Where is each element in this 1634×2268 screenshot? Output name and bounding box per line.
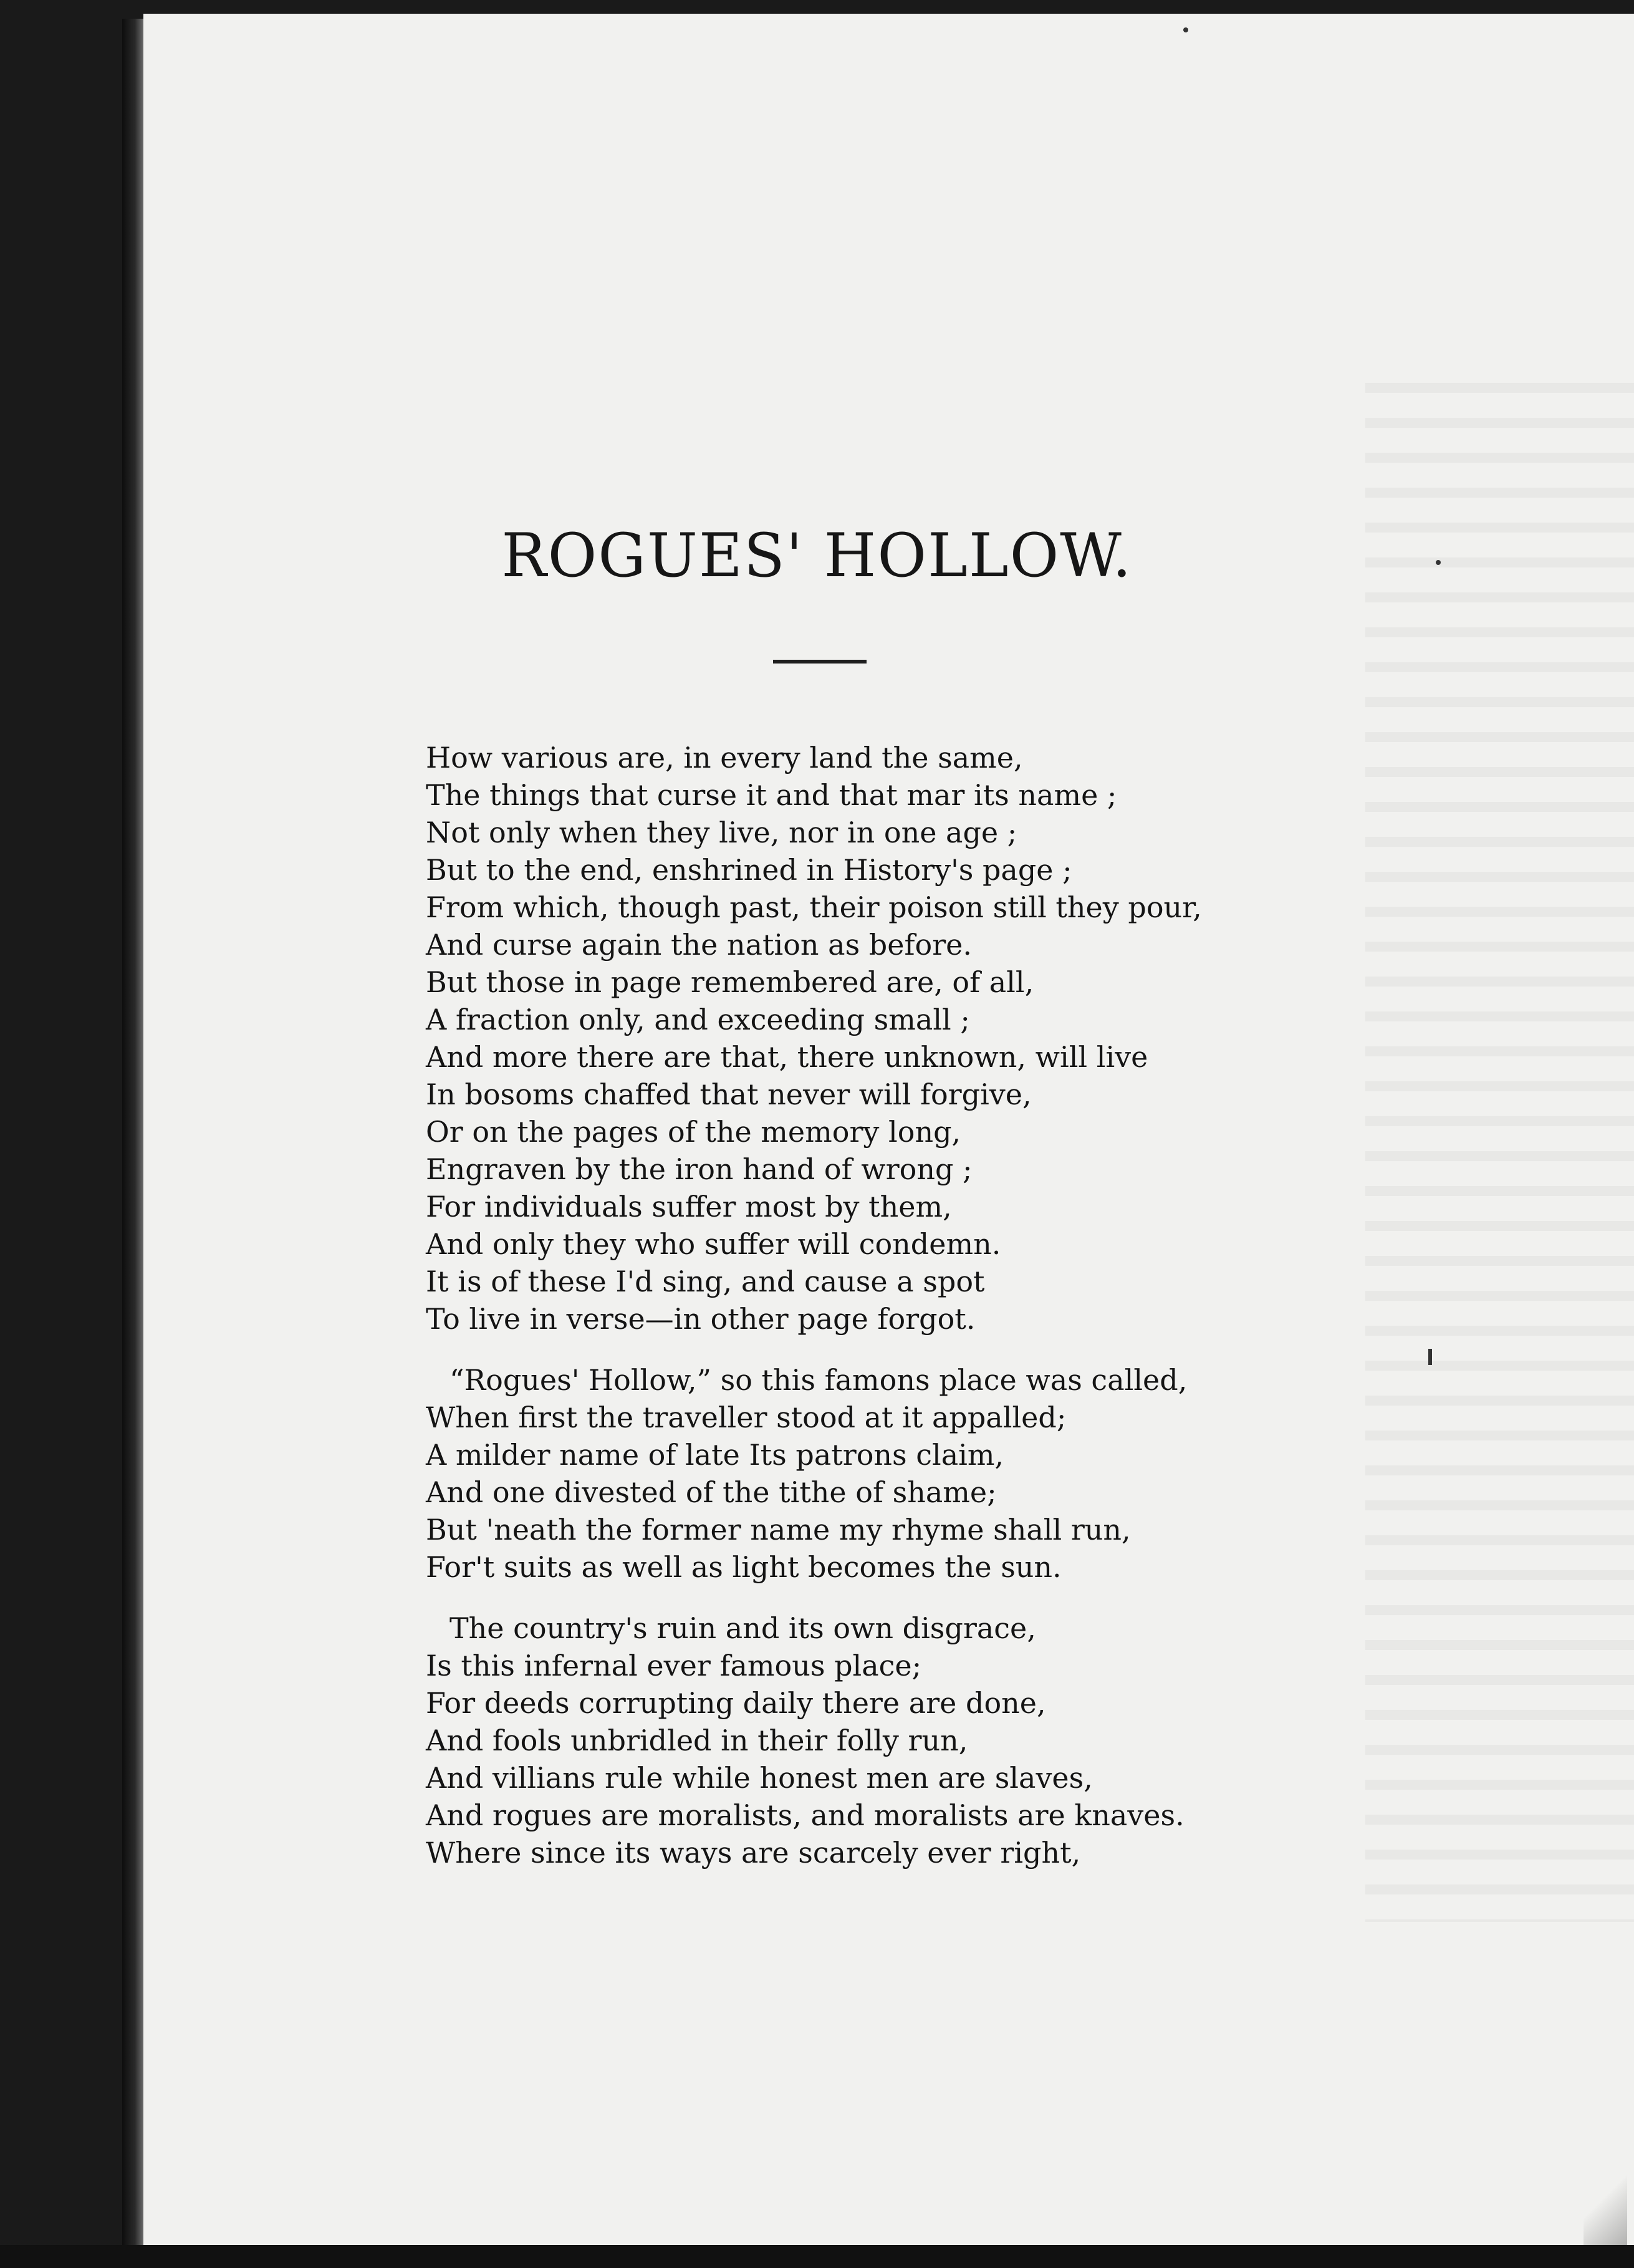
poem-line: It is of these I'd sing, and cause a spot [426, 1265, 985, 1298]
poem-line: And one divested of the tithe of shame; [426, 1475, 997, 1509]
stanza-1 [426, 739, 1361, 1338]
poem-line: For deeds corrupting daily there are done, [426, 1686, 1046, 1720]
poem-line: When first the traveller stood at it appalled; [426, 1401, 1067, 1434]
poem-line: Engraven by the iron hand of wrong ; [426, 1152, 973, 1186]
poem-line: How various are, in every land the same, [426, 741, 1023, 774]
poem-line: The country's ruin and its own disgrace, [449, 1611, 1036, 1645]
poem-line: The things that curse it and that mar its name ; [426, 778, 1117, 812]
speck-mark [1183, 27, 1188, 32]
poem-line: A fraction only, and exceeding small ; [426, 1003, 970, 1036]
poem-line: Where since its ways are scarcely ever right, [426, 1836, 1081, 1870]
poem-line: And curse again the nation as before. [426, 928, 973, 962]
poem-line: Not only when they live, nor in one age ; [426, 816, 1017, 849]
scan-border [0, 2245, 1634, 2268]
page-title: ROGUES' HOLLOW. [501, 521, 1133, 591]
poem-line: To live in verse—in other page forgot. [426, 1302, 976, 1336]
page-corner-wear [1584, 2170, 1627, 2245]
poem-line: But to the end, enshrined in History's page ; [426, 853, 1072, 887]
poem-line: From which, though past, their poison still they pour, [426, 890, 1202, 924]
title-rule [773, 660, 867, 664]
poem [426, 739, 1361, 1871]
bleed-through-text [1365, 363, 1634, 1922]
poem-line: Is this infernal ever famous place; [426, 1649, 922, 1682]
poem-line: For individuals suffer most by them, [426, 1190, 952, 1223]
stanza-2 [426, 1361, 1361, 1586]
poem-line: And rogues are moralists, and moralists are knaves. [426, 1798, 1185, 1832]
speck-mark [1436, 560, 1441, 565]
poem-line: For't suits as well as light becomes the sun. [426, 1550, 1062, 1584]
poem-line: In bosoms chaffed that never will forgive, [426, 1078, 1032, 1111]
poem-line: And fools unbridled in their folly run, [426, 1724, 968, 1757]
poem-line: Or on the pages of the memory long, [426, 1115, 961, 1149]
poem-line: “Rogues' Hollow,” so this famons place was called, [449, 1363, 1188, 1397]
margin-mark [1428, 1349, 1432, 1365]
binding-edge [122, 19, 143, 2251]
poem-line: And more there are that, there unknown, will live [426, 1040, 1148, 1074]
poem-line: But 'neath the former name my rhyme shall run, [426, 1513, 1131, 1547]
poem-line: And villians rule while honest men are slaves, [426, 1761, 1093, 1795]
stanza-3 [426, 1609, 1361, 1871]
poem-line: But those in page remembered are, of all, [426, 965, 1034, 999]
poem-line: A milder name of late Its patrons claim, [426, 1438, 1004, 1472]
poem-line: And only they who suffer will condemn. [426, 1227, 1001, 1261]
